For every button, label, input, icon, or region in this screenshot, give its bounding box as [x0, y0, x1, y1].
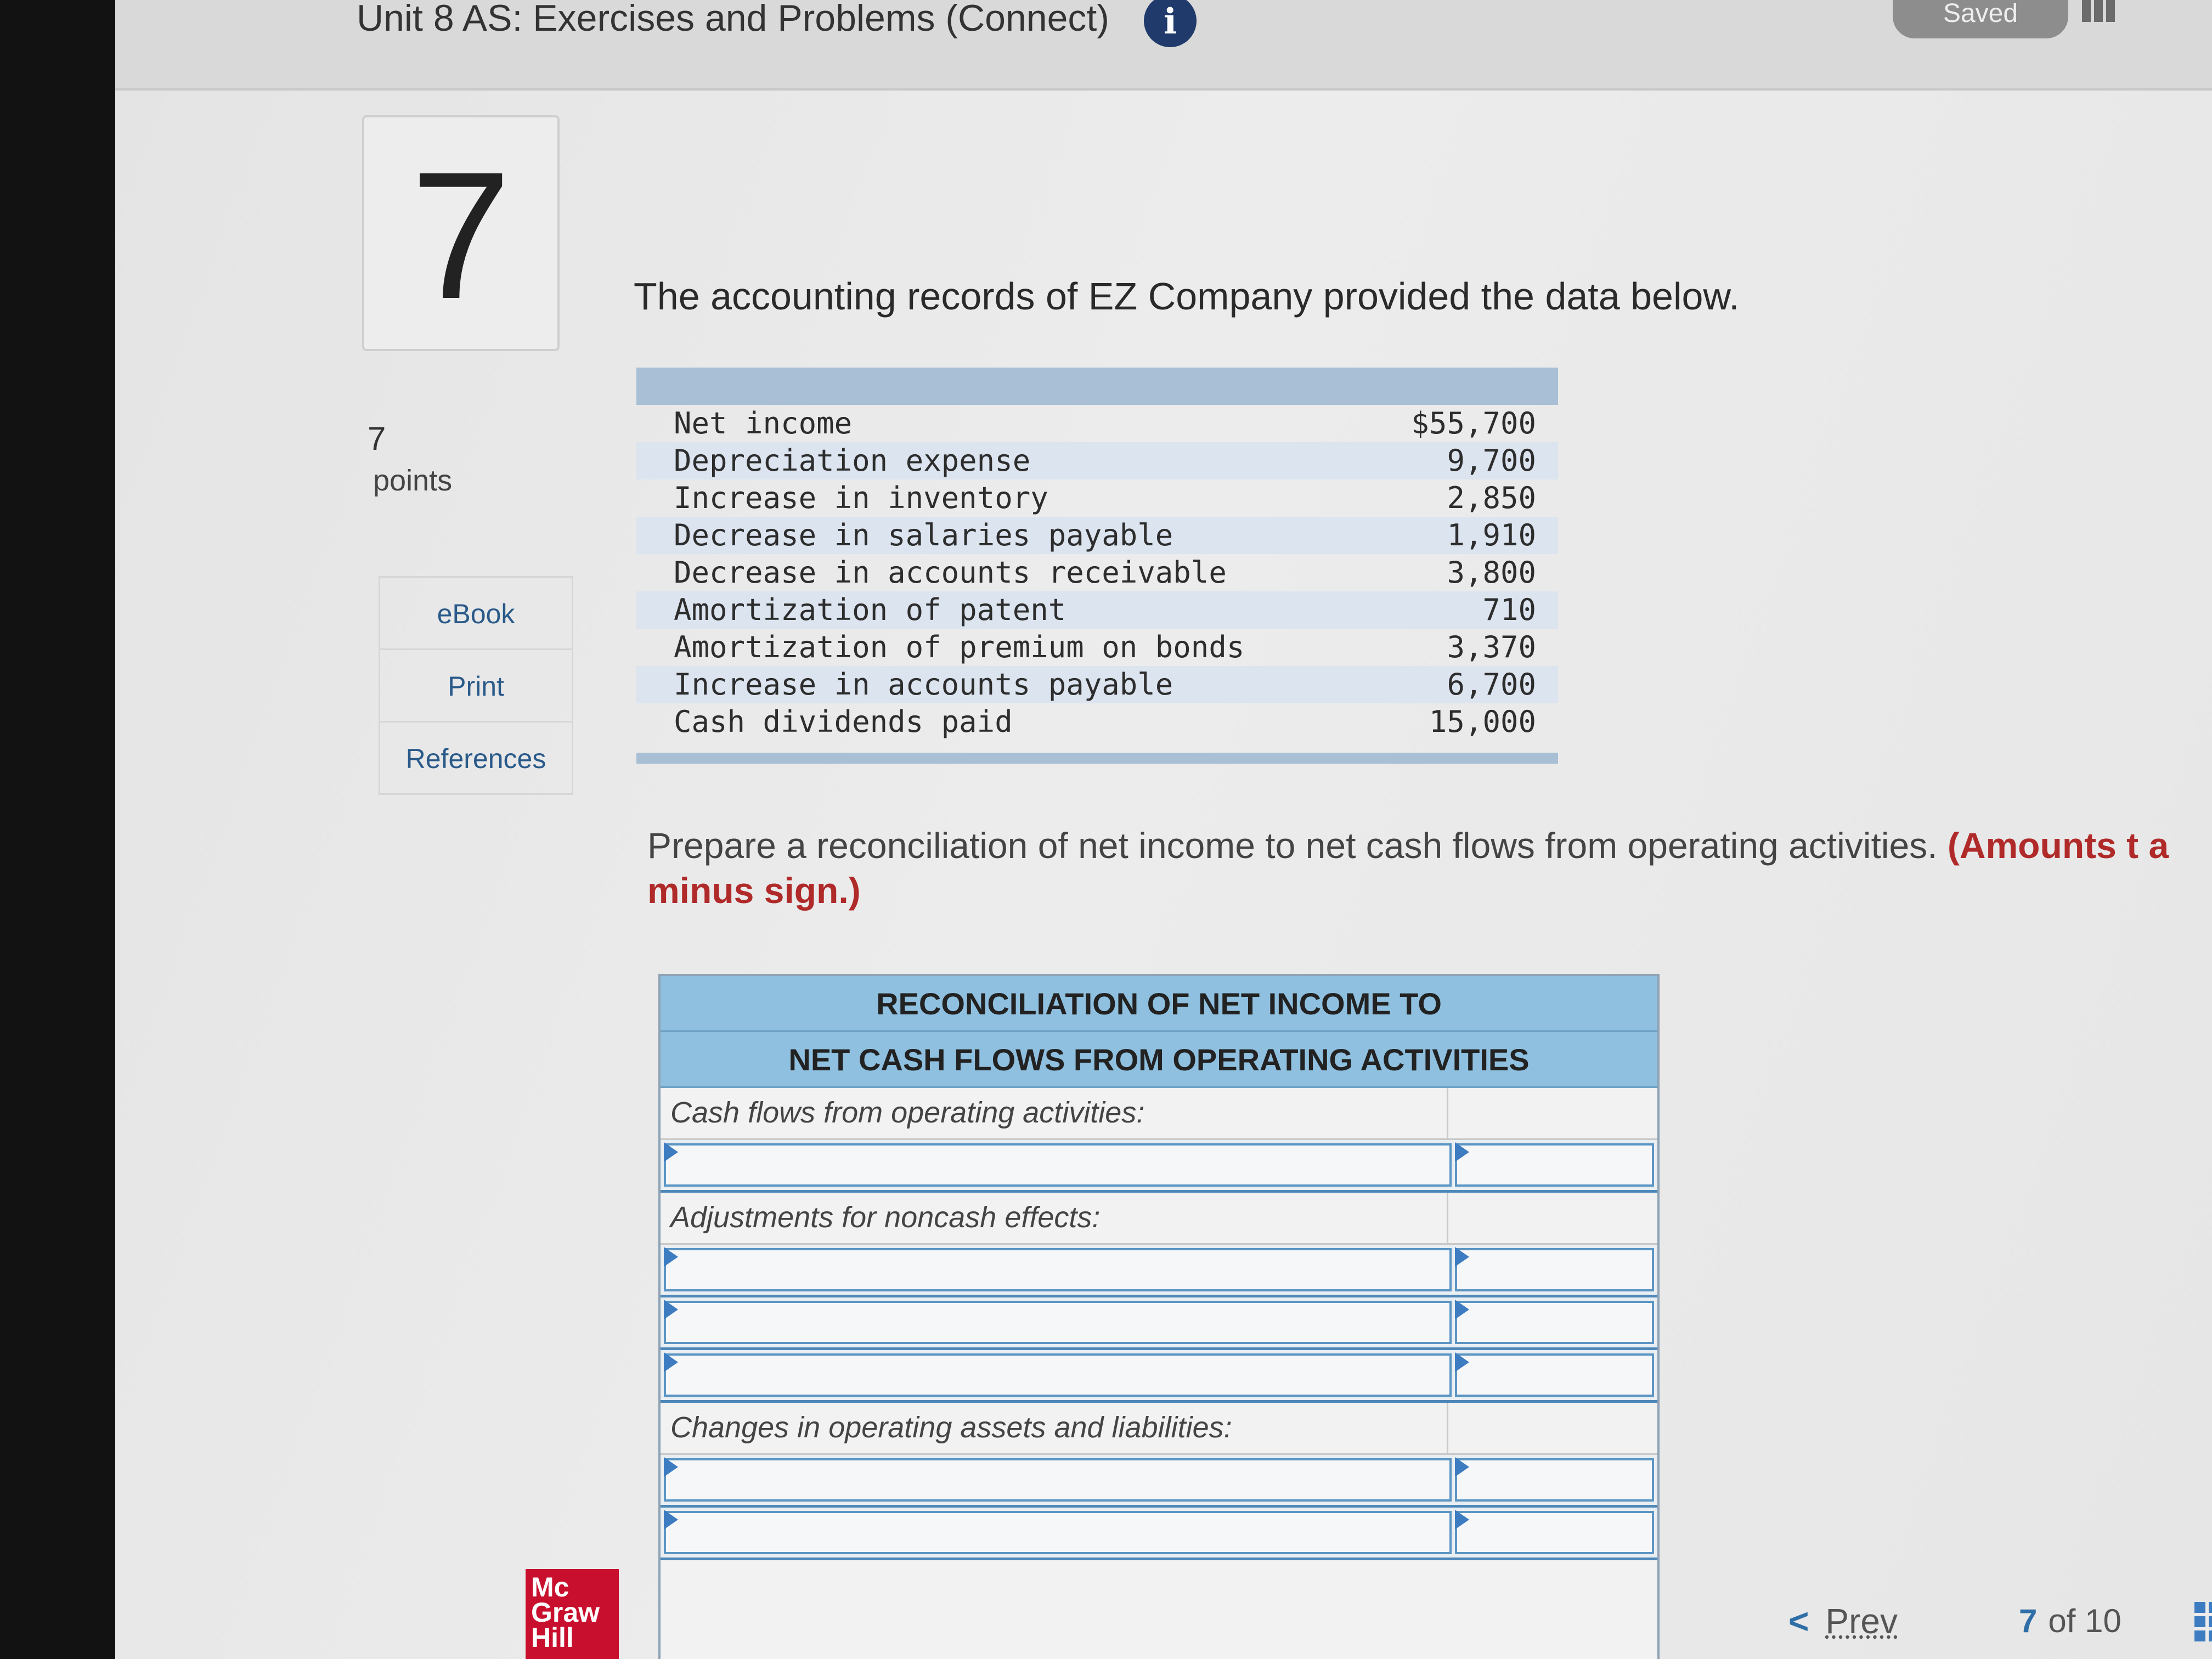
- reconciliation-table: [658, 974, 1660, 1659]
- data-row: [636, 666, 1558, 703]
- data-label: Decrease in accounts receivable: [674, 555, 1227, 590]
- account-input[interactable]: [666, 1356, 1449, 1395]
- dropdown-marker-icon: [664, 1142, 678, 1162]
- data-row: [636, 554, 1558, 591]
- dropdown-marker-icon: [1455, 1247, 1469, 1267]
- amount-input[interactable]: [1457, 1146, 1652, 1184]
- reconciliation-title-line1: RECONCILIATION OF NET INCOME TO: [661, 976, 1657, 1032]
- resource-links: [379, 576, 573, 795]
- account-cell: [664, 1511, 1452, 1554]
- given-data-footer: [636, 753, 1558, 764]
- account-input[interactable]: [666, 1250, 1449, 1289]
- dropdown-marker-icon: [1455, 1300, 1469, 1319]
- section-changes: [661, 1403, 1657, 1455]
- answer-row: [661, 1140, 1657, 1193]
- dropdown-marker-icon: [664, 1457, 678, 1477]
- amount-cell: [1455, 1248, 1654, 1291]
- data-value: 6,700: [1447, 667, 1536, 702]
- amount-input[interactable]: [1457, 1460, 1652, 1499]
- account-input[interactable]: [666, 1460, 1449, 1499]
- data-label: Cash dividends paid: [674, 704, 1013, 739]
- data-value: 3,800: [1447, 555, 1536, 590]
- dropdown-marker-icon: [664, 1300, 678, 1319]
- answer-row: [661, 1297, 1657, 1350]
- data-row: [636, 442, 1558, 479]
- amount-input[interactable]: [1457, 1250, 1652, 1289]
- data-label: Net income: [674, 406, 853, 441]
- section-amount-blank: [1448, 1193, 1657, 1243]
- data-label: Depreciation expense: [674, 443, 1031, 478]
- mcgraw-hill-logo: [526, 1569, 619, 1659]
- account-cell: [664, 1353, 1452, 1397]
- question-intro: The accounting records of EZ Company provided the data below.: [634, 275, 1740, 318]
- account-input[interactable]: [666, 1146, 1449, 1184]
- data-row: [636, 629, 1558, 666]
- section-label: Changes in operating assets and liabilities:: [661, 1403, 1448, 1453]
- prompt-note: (Amounts t a minus sign.): [647, 825, 2169, 911]
- page-indicator[interactable]: [2019, 1591, 2121, 1651]
- data-row: [636, 405, 1558, 442]
- question-number: 7: [362, 115, 560, 351]
- account-input[interactable]: [666, 1513, 1449, 1552]
- account-input[interactable]: [666, 1303, 1449, 1342]
- dropdown-marker-icon: [664, 1352, 678, 1372]
- data-label: Increase in accounts payable: [674, 667, 1173, 702]
- data-value: 1,910: [1447, 518, 1536, 552]
- dropdown-marker-icon: [1455, 1352, 1469, 1372]
- print-link[interactable]: Print: [379, 650, 573, 723]
- answer-row: [661, 1350, 1657, 1403]
- amount-input[interactable]: [1457, 1513, 1652, 1552]
- section-label: Adjustments for noncash effects:: [661, 1193, 1448, 1243]
- data-label: Decrease in salaries payable: [674, 518, 1173, 552]
- data-row: [636, 517, 1558, 554]
- data-value: 15,000: [1429, 704, 1536, 739]
- given-data-header: [636, 368, 1558, 405]
- data-value: 2,850: [1447, 481, 1536, 515]
- info-icon[interactable]: i: [1144, 0, 1197, 47]
- amount-input[interactable]: [1457, 1356, 1652, 1395]
- prev-label: Prev: [1825, 1601, 1898, 1641]
- data-value: $55,700: [1411, 406, 1536, 441]
- section-amount-blank: [1448, 1088, 1657, 1138]
- screen: [115, 0, 2212, 1659]
- current-page: 7: [2019, 1602, 2038, 1639]
- data-row: [636, 703, 1558, 741]
- logo-line: Hill: [531, 1622, 574, 1653]
- data-row: [636, 591, 1558, 629]
- amount-cell: [1455, 1458, 1654, 1502]
- saved-status-badge: Saved: [1893, 0, 2068, 38]
- logo-line: Mc: [531, 1572, 569, 1602]
- amount-cell: [1455, 1301, 1654, 1344]
- dropdown-marker-icon: [1455, 1457, 1469, 1477]
- data-label: Increase in inventory: [674, 481, 1048, 515]
- section-label: Cash flows from operating activities:: [661, 1088, 1448, 1138]
- amount-cell: [1455, 1143, 1654, 1187]
- data-value: 3,370: [1447, 630, 1536, 664]
- account-cell: [664, 1458, 1452, 1502]
- dropdown-marker-icon: [1455, 1510, 1469, 1530]
- section-adjustments: [661, 1193, 1657, 1245]
- amount-cell: [1455, 1353, 1654, 1397]
- account-cell: [664, 1143, 1452, 1187]
- question-grid-icon[interactable]: [2194, 1602, 2212, 1641]
- answer-row: [661, 1455, 1657, 1508]
- prompt-text: Prepare a reconciliation of net income to net cash flows from operating activities.: [647, 825, 1938, 866]
- points-value: 7: [368, 420, 386, 457]
- account-cell: [664, 1248, 1452, 1291]
- menu-grid-icon[interactable]: [2082, 0, 2115, 22]
- amount-cell: [1455, 1511, 1654, 1554]
- question-prompt: [647, 823, 2212, 913]
- references-link[interactable]: References: [379, 723, 573, 795]
- data-value: 710: [1482, 592, 1536, 627]
- ebook-link[interactable]: eBook: [379, 578, 573, 650]
- dropdown-marker-icon: [664, 1247, 678, 1267]
- logo-line: Graw: [531, 1597, 600, 1628]
- points-label: points: [373, 464, 453, 497]
- page-total: of 10: [2048, 1602, 2121, 1639]
- section-amount-blank: [1448, 1403, 1657, 1453]
- dropdown-marker-icon: [664, 1510, 678, 1530]
- data-row: [636, 479, 1558, 517]
- data-value: 9,700: [1447, 443, 1536, 478]
- answer-row: [661, 1508, 1657, 1560]
- account-cell: [664, 1301, 1452, 1344]
- dropdown-marker-icon: [1455, 1142, 1469, 1162]
- amount-input[interactable]: [1457, 1303, 1652, 1342]
- data-label: Amortization of patent: [674, 592, 1066, 627]
- given-data-table: [636, 368, 1558, 764]
- top-bar: [115, 0, 2212, 91]
- reconciliation-title-line2: NET CASH FLOWS FROM OPERATING ACTIVITIES: [661, 1032, 1657, 1088]
- section-cash-flows: [661, 1088, 1657, 1140]
- answer-row: [661, 1245, 1657, 1297]
- data-label: Amortization of premium on bonds: [674, 630, 1245, 664]
- assignment-title: Unit 8 AS: Exercises and Problems (Connect): [357, 0, 1109, 39]
- prev-button[interactable]: [1788, 1591, 1953, 1651]
- chevron-left-icon: <: [1788, 1601, 1809, 1641]
